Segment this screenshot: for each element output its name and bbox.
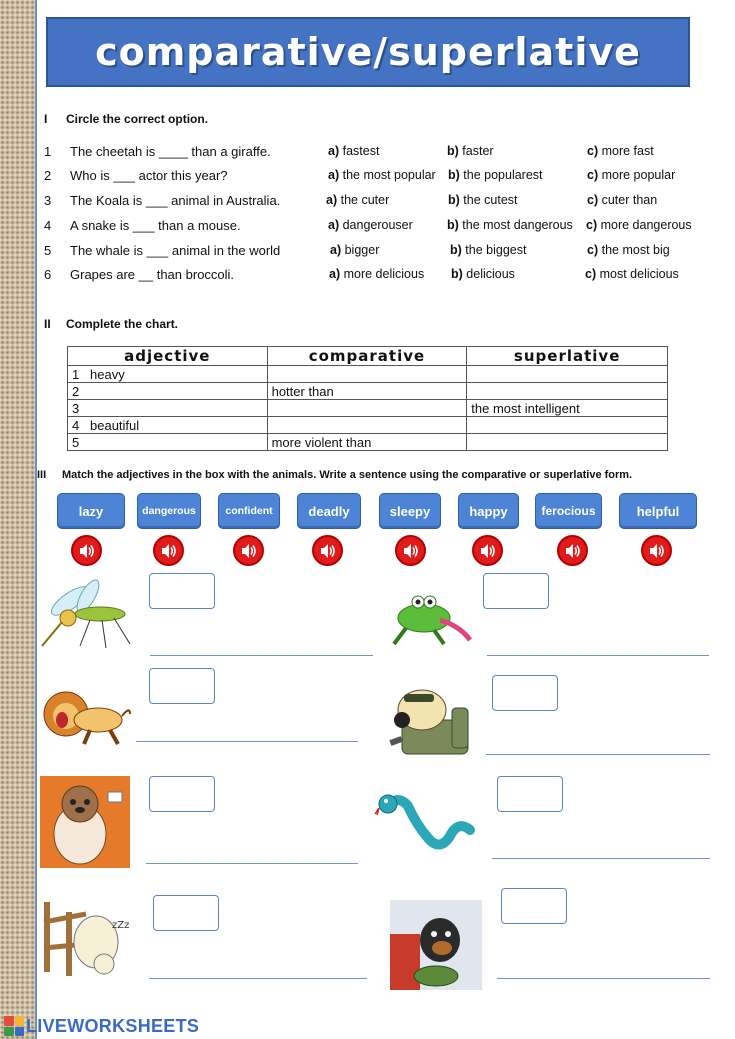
answer-box[interactable] <box>153 895 219 931</box>
speaker-icon[interactable] <box>71 535 102 566</box>
word-button-helpful[interactable]: helpful <box>619 493 697 529</box>
table-row: 2 hotter than <box>68 383 668 400</box>
speaker-icon[interactable] <box>472 535 503 566</box>
title-banner <box>46 17 690 87</box>
brand-name: LIVEWORKSHEETS <box>26 1015 200 1036</box>
option-b[interactable]: b) the most dangerous <box>447 218 573 232</box>
frog-icon <box>388 586 476 648</box>
svg-text:zZz: zZz <box>112 920 130 931</box>
option-a[interactable]: a) bigger <box>330 243 380 257</box>
option-a[interactable]: a) dangerouser <box>328 218 413 232</box>
speaker-icon[interactable] <box>641 535 672 566</box>
dog-icon <box>40 776 130 868</box>
sheep-icon <box>40 892 132 984</box>
speaker-icon[interactable] <box>395 535 426 566</box>
answer-box[interactable] <box>492 675 558 711</box>
answer-line[interactable] <box>150 655 373 656</box>
question-row: 4 A snake is ___ than a mouse. a) dangerouser b) the most dangerous c) more dangerous <box>44 218 692 233</box>
table-row: 5 more violent than <box>68 434 668 451</box>
question-row: 2 Who is ___ actor this year? a) the most popular b) the popularest c) more popular <box>44 168 676 183</box>
option-c[interactable]: c) more dangerous <box>586 218 692 232</box>
speaker-icon[interactable] <box>312 535 343 566</box>
comparison-chart <box>67 346 668 451</box>
answer-box[interactable] <box>149 776 215 812</box>
word-button-lazy[interactable]: lazy <box>57 493 125 529</box>
answer-box[interactable] <box>149 668 215 704</box>
speaker-icon[interactable] <box>233 535 264 566</box>
option-c[interactable]: c) most delicious <box>585 267 679 281</box>
answer-box[interactable] <box>497 776 563 812</box>
question-row: 5 The whale is ___ animal in the world a) bigger b) the biggest c) the most big <box>44 243 670 258</box>
answer-line[interactable] <box>486 754 710 755</box>
speaker-icon[interactable] <box>557 535 588 566</box>
answer-line[interactable] <box>136 741 358 742</box>
option-b[interactable]: b) faster <box>447 144 494 158</box>
table-row: 4 beautiful <box>68 417 668 434</box>
answer-box[interactable] <box>149 573 215 609</box>
option-c[interactable]: c) cuter than <box>587 193 658 207</box>
header-superlative: superlative <box>467 347 668 366</box>
word-button-dangerous[interactable]: dangerous <box>137 493 201 529</box>
mosquito-icon <box>40 576 140 656</box>
header-adjective: adjective <box>68 347 268 366</box>
option-a[interactable]: a) the most popular <box>328 168 436 182</box>
section-1-heading: I Circle the correct option. <box>44 112 209 126</box>
word-button-ferocious[interactable]: ferocious <box>535 493 602 529</box>
footer-brand <box>4 1015 199 1037</box>
section-3-heading: III Match the adjectives in the box with the animals. Write a sentence using the comparative or superlative form. <box>37 469 633 481</box>
lion-icon <box>40 686 132 748</box>
speaker-icon[interactable] <box>153 535 184 566</box>
page-title: comparative/superlative <box>95 30 641 74</box>
question-row: 6 Grapes are __ than broccoli. a) more delicious b) delicious c) most delicious <box>44 267 679 282</box>
header-comparative: comparative <box>267 347 467 366</box>
option-b[interactable]: b) the biggest <box>450 243 527 257</box>
snake-icon <box>374 788 478 860</box>
dog-sofa-icon <box>382 680 478 762</box>
table-row: 1 heavy <box>68 366 668 383</box>
word-button-deadly[interactable]: deadly <box>297 493 361 529</box>
word-button-confident[interactable]: confident <box>218 493 280 529</box>
decorative-border <box>0 0 37 1039</box>
word-button-happy[interactable]: happy <box>458 493 519 529</box>
option-c[interactable]: c) more fast <box>587 144 654 158</box>
option-a[interactable]: a) more delicious <box>329 267 425 281</box>
rottweiler-icon <box>390 894 482 990</box>
option-b[interactable]: b) the cutest <box>448 193 518 207</box>
answer-line[interactable] <box>149 978 367 979</box>
section-2-heading: II Complete the chart. <box>44 317 179 331</box>
answer-line[interactable] <box>497 978 710 979</box>
option-b[interactable]: b) the popularest <box>448 168 543 182</box>
option-a[interactable]: a) the cuter <box>326 193 390 207</box>
table-row: 3 the most intelligent <box>68 400 668 417</box>
answer-box[interactable] <box>501 888 567 924</box>
answer-box[interactable] <box>483 573 549 609</box>
option-b[interactable]: b) delicious <box>451 267 515 281</box>
option-c[interactable]: c) the most big <box>587 243 670 257</box>
question-row: 3 The Koala is ___ animal in Australia. a) the cuter b) the cutest c) cuter than <box>44 193 658 208</box>
option-a[interactable]: a) fastest <box>328 144 380 158</box>
answer-line[interactable] <box>492 858 710 859</box>
answer-line[interactable] <box>146 863 358 864</box>
option-c[interactable]: c) more popular <box>587 168 676 182</box>
answer-line[interactable] <box>487 655 709 656</box>
word-button-sleepy[interactable]: sleepy <box>379 493 441 529</box>
liveworksheets-logo-icon <box>4 1016 24 1036</box>
question-row: 1 The cheetah is ____ than a giraffe. a) fastest b) faster c) more fast <box>44 144 654 159</box>
